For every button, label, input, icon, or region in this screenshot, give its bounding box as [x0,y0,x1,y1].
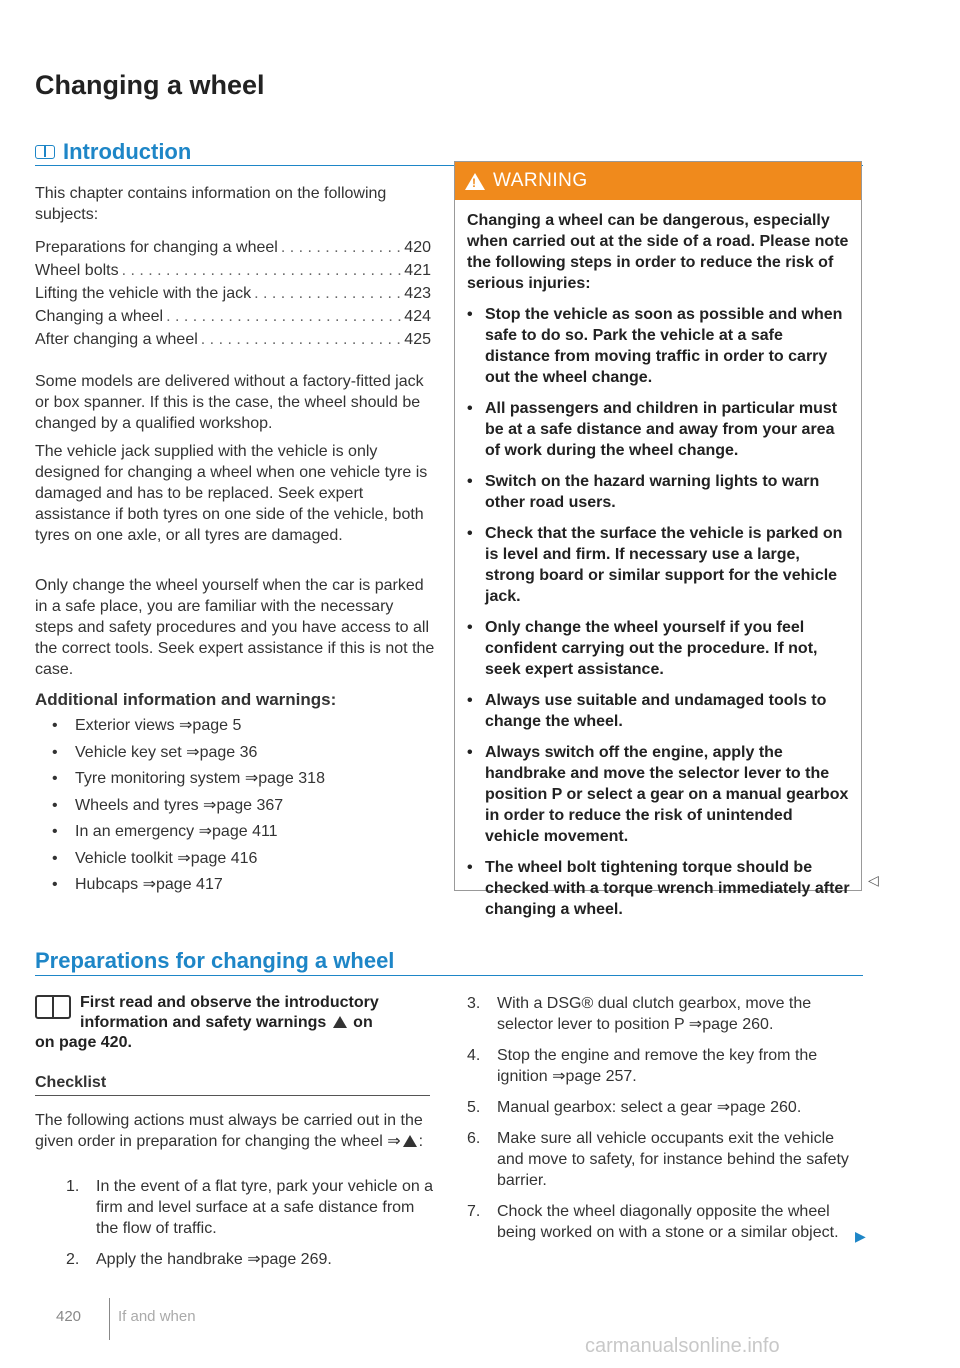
steps-right [467,993,857,1243]
warning-item: • The wheel bolt tightening torque should be checked with a torque wrench immediately after changing a wheel. [467,859,850,918]
list-item[interactable]: • Hubcaps ⇒page 417 [52,876,223,893]
list-item: 4. Stop the engine and remove the key from the ignition ⇒page 257. [467,1047,818,1085]
list-item[interactable]: • Exterior views ⇒page 5 [52,717,242,734]
toc-item[interactable]: Lifting the vehicle with the jack . . . 423 [35,283,431,306]
checklist-lead: The following actions must always be carried out in the given order in preparation for changing the wheel ⇒ : [35,1112,424,1150]
toc-list [35,237,431,352]
intro-paragraph: Only change the wheel yourself when the car is parked in a safe place, you are familiar with the necessary steps and safety procedures and you have access to all the correct tools. Seek expert assistance if this is not the case. [35,577,435,678]
warning-item: • Stop the vehicle as soon as possible and when safe to do so. Park the vehicle at a safe distance from moving traffic in order to carry out the wheel change. [467,306,843,386]
watermark: carmanualsonline.info [585,1335,780,1357]
intro-note: First read and observe the introductory information and safety warnings on on page 420. [35,994,379,1051]
warning-item: • All passengers and children in particular must be at a safe distance and away from your area of work during the wheel change. [467,400,838,459]
footer-section: If and when [118,1308,196,1325]
additional-info-list [52,715,432,901]
list-item: 7. Chock the wheel diagonally opposite the wheel being worked on with a stone or a similar object. [467,1203,839,1241]
intro-title: Introduction [63,139,192,164]
warning-label: WARNING [493,170,588,191]
steps-left [66,1176,436,1270]
list-item[interactable]: • Wheels and tyres ⇒page 367 [52,796,284,814]
book-icon [35,995,71,1019]
continue-icon: ▶ [855,1228,866,1244]
preparations-title: Preparations for changing a wheel [35,948,395,973]
intro-paragraph: The vehicle jack supplied with the vehicle is only designed for changing a wheel when one vehicle tyre is damaged and has to be replaced. Seek expert assistance if both tyres on one side of the vehicle, both tyres on one axle, or all tyres are damaged. [35,443,428,544]
list-item[interactable]: • In an emergency ⇒page 411 [52,823,278,840]
list-item: 5. Manual gearbox: select a gear ⇒page 260. [467,1099,802,1116]
chapter-title: Changing a wheel [35,70,265,100]
toc-item[interactable]: Changing a wheel . . . 424 [35,306,431,329]
warning-icon [333,1016,347,1028]
list-item[interactable]: • Tyre monitoring system ⇒page 318 [52,770,325,787]
list-item: 2. Apply the handbrake ⇒page 269. [66,1251,332,1268]
checklist-heading: Checklist [35,1074,107,1091]
list-item: 1. In the event of a flat tyre, park your vehicle on a firm and level surface at a safe distance from the flow of traffic. [66,1178,434,1237]
warning-header [455,162,861,200]
checklist-rule [35,1095,430,1096]
list-item: 3. With a DSG® dual clutch gearbox, move the selector lever to position P ⇒page 260. [467,995,812,1033]
additional-info-heading: Additional information and warnings: [35,690,337,709]
list-item[interactable]: • Vehicle key set ⇒page 36 [52,743,258,761]
page-number: 420 [56,1308,82,1325]
warning-box [454,161,862,918]
toc-item[interactable]: Wheel bolts . . . 421 [35,260,431,283]
warning-icon [465,173,485,190]
warning-item: • Only change the wheel yourself if you feel confident carrying out the procedure. If not, seek expert assistance. [467,619,818,678]
footer-divider [109,1298,110,1340]
warning-icon [403,1135,417,1147]
list-item: 6. Make sure all vehicle occupants exit the vehicle and move to safety, for instance behind the safety barrier. [467,1130,849,1189]
warning-item: • Switch on the hazard warning lights to warn other road users. [467,473,820,511]
preparations-rule [35,975,863,976]
warning-item: • Always use suitable and undamaged tools to change the wheel. [467,692,827,730]
section-end-icon: ◁ [868,872,879,888]
toc-item[interactable]: After changing a wheel . . . 425 [35,329,431,352]
warning-lead: Changing a wheel can be dangerous, especially when carried out at the side of a road. Please note the following steps in order to reduce the risk of serious injuries: [467,212,849,292]
intro-header [35,139,191,165]
warning-item: • Always switch off the engine, apply the handbrake and move the selector lever to the position P or select a gear on a manual gearbox in order to reduce the risk of unintended vehicle movement. [467,744,849,845]
toc-item[interactable]: Preparations for changing a wheel . . . 420 [35,237,431,260]
intro-lead: This chapter contains information on the following subjects: [35,185,387,223]
warning-body [455,200,861,920]
list-item[interactable]: • Vehicle toolkit ⇒page 416 [52,849,258,867]
book-icon [35,145,55,159]
warning-item: • Check that the surface the vehicle is parked on is level and firm. If necessary use a large, strong board or similar support for the vehicle jack. [467,525,843,605]
intro-paragraph: Some models are delivered without a factory-fitted jack or box spanner. If this is the case, the wheel should be changed by a qualified workshop. [35,373,424,432]
